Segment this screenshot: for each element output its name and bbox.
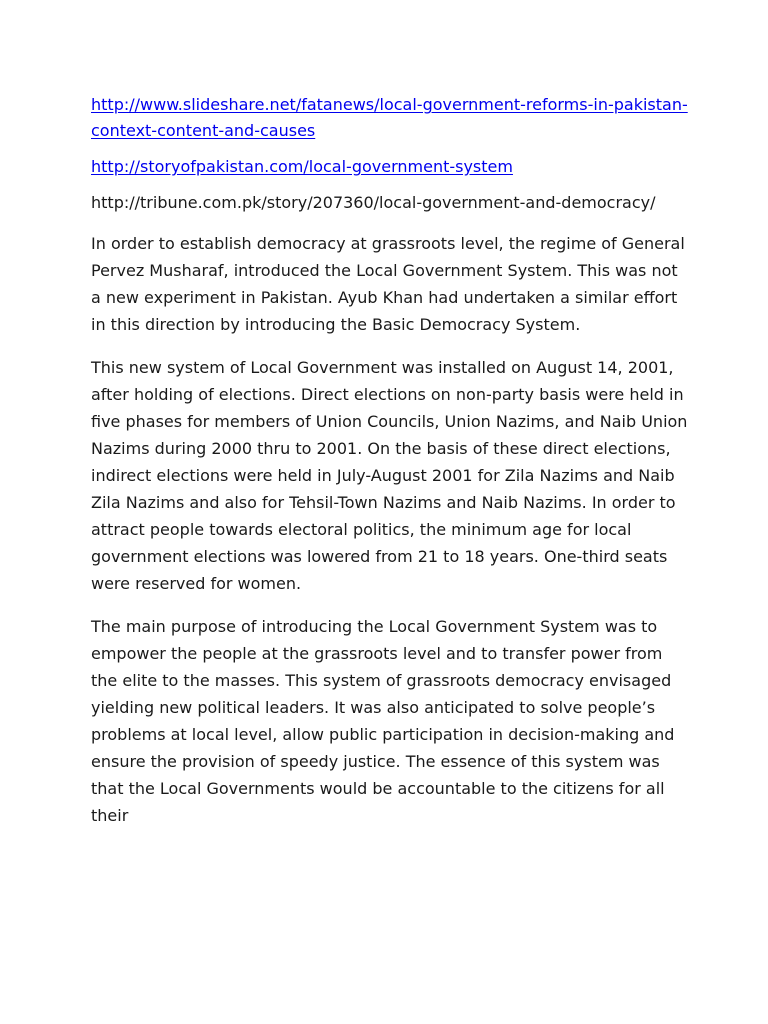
paragraph-purpose: The main purpose of introducing the Local Government System was to empower the people at the grassroots level and to transfer power from the elite to the masses. This system of grassroots democracy envisaged yielding new political leaders. It was also anticipated to solve people’s problems at local level, allow public participation in decision-making and ensure the provision of speedy justice. The essence of this system was that the Local Governments would be accountable to the citizens for all their <box>91 617 675 825</box>
paragraph-intro: In order to establish democracy at grassroots level, the regime of General Pervez Musharaf, introduced the Local Government System. This was not a new experiment in Pakistan. Ayub Khan had undertaken a similar effort in this direction by introducing the Basic Democracy System. <box>91 234 685 334</box>
storyofpakistan-link[interactable]: http://storyofpakistan.com/local-government-system <box>91 157 513 176</box>
paragraph-installation: This new system of Local Government was installed on August 14, 2001, after holding of elections. Direct elections on non-party basis were held in five phases for members of Union Councils, Union Nazims, and Naib Union Nazims during 2000 thru to 2001. On the basis of these direct elections, indirect elections were held in July-August 2001 for Zila Nazims and Naib Zila Nazims and also for Tehsil-Town Nazims and Naib Nazims. In order to attract people towards electoral politics, the minimum age for local government elections was lowered from 21 to 18 years. One-third seats were reserved for women. <box>91 358 688 593</box>
tribune-reference-text: http://tribune.com.pk/story/207360/local-government-and-democracy/ <box>91 193 656 212</box>
reference-link-line-1 <box>91 92 691 144</box>
reference-link-line-2 <box>91 154 691 180</box>
document-page <box>91 92 691 845</box>
slideshare-link[interactable]: http://www.slideshare.net/fatanews/local-government-reforms-in-pakistan-context-content-and-causes <box>91 95 688 140</box>
